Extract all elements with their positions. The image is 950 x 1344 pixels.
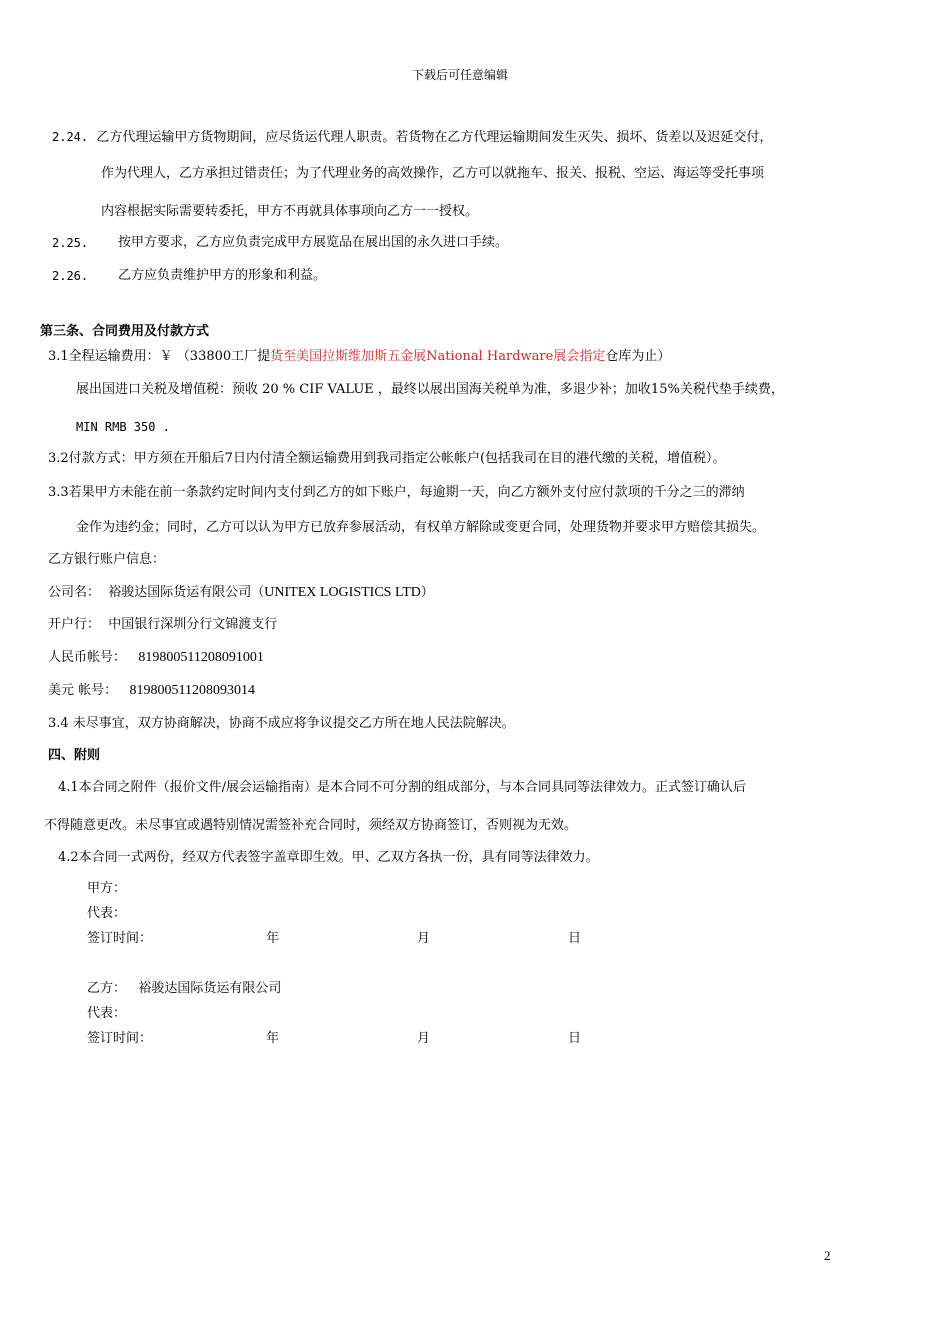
sign-time-label: 签订时间： [87,931,153,946]
party-b-label: 乙方： [87,981,127,996]
clause-3-1-line2: 展出国进口关税及增值税：预收 20 % CIF VALUE ，最终以展出国海关税单为准，多退少补；加收15%关税代垫手续费， [76,382,784,397]
year-label: 年 [266,1031,280,1046]
clause-3-1-line3: MIN RMB 350 . [76,420,170,434]
usd-account-row [48,682,255,700]
clause-3-3: 3.3若果甲方未能在前一条款约定时间内支付到乙方的如下账户，每逾期一天，向乙方额外支付应付款项的千分之三的滞纳 [48,485,745,500]
page-number: 2 [824,1248,831,1263]
clause-text: 按甲方要求，乙方应负责完成甲方展览品在展出国的永久进口手续。 [118,235,509,250]
rmb-label: 人民币帐号： [48,650,127,665]
company-label: 公司名： [48,585,101,600]
party-a-sign-time-row [87,930,687,948]
year-label: 年 [266,931,280,946]
rmb-value: 819800511208091001 [138,650,264,665]
section-3-title: 第三条、合同费用及付款方式 [40,324,210,339]
clause-4-2: 4.2本合同一式两份，经双方代表签字盖章即生效。甲、乙双方各执一份，具有同等法律效力。 [58,850,599,865]
company-close: ） [420,585,434,600]
day-label: 日 [568,931,582,946]
party-b-name: 裕骏达国际货运有限公司 [138,981,282,996]
party-b-rep-label: 代表： [87,1006,127,1021]
party-b-sign-time-row [87,1030,687,1048]
day-label: 日 [568,1031,582,1046]
company-value: 裕骏达国际货运有限公司（ [108,585,265,600]
rmb-account-row [48,649,264,667]
bank-info-title: 乙方银行账户信息： [48,552,166,567]
company-name-en: UNITEX LOGISTICS LTD [264,585,421,600]
clause-3-1-highlight: 货至美国拉斯维加斯五金展National Hardware展会指定 [270,349,606,364]
clause-3-2: 3.2付款方式：甲方须在开船后7日内付清全额运输费用到我司指定公帐帐户(包括我司在目的港代缴的关税，增值税）。 [48,451,726,466]
clause-number: 2.26. [52,269,89,283]
clause-number: 2.25. [52,236,89,250]
clause-2-24-line2: 作为代理人，乙方承担过错责任；为了代理业务的高效操作，乙方可以就拖车、报关、报税、空运、海运等受托事项 [101,166,765,181]
clause-text-line: 乙方代理运输甲方货物期间，应尽货运代理人职责。若货物在乙方代理运输期间发生灭失、损坏、货差以及迟延交付， [96,130,773,145]
clause-number: 2.24. [52,130,89,144]
clause-text: 乙方应负责维护甲方的形象和利益。 [118,268,327,283]
clause-2-26 [52,267,327,286]
usd-label: 美元 帐号： [48,683,118,698]
clause-3-1-suffix: 仓库为止） [605,349,671,364]
clause-2-25 [52,234,509,253]
clause-4-1-line2: 不得随意更改。未尽事宜或遇特别情况需签补充合同时，须经双方协商签订，否则视为无效。 [44,818,578,833]
clause-4-1: 4.1本合同之附件（报价文件/展会运输指南）是本合同不可分割的组成部分，与本合同具同等法律效力。正式签订确认后 [58,780,747,795]
sign-time-label: 签订时间： [87,1031,153,1046]
clause-2-24 [52,128,772,147]
bank-value: 中国银行深圳分行文锦渡支行 [108,617,278,632]
page-header: 下载后可任意编辑 [411,68,508,82]
party-b-row [87,980,281,998]
usd-value: 819800511208093014 [129,683,256,698]
section-4-title: 四、附则 [48,748,101,763]
month-label: 月 [417,931,431,946]
bank-label: 开户行： [48,617,101,632]
month-label: 月 [417,1031,431,1046]
clause-3-4: 3.4 未尽事宜，双方协商解决，协商不成应将争议提交乙方所在地人民法院解决。 [48,716,515,731]
bank-branch-row [48,616,277,634]
party-a-rep-label: 代表： [87,906,127,921]
clause-3-3-line2: 金作为违约金；同时，乙方可以认为甲方已放弃参展活动，有权单方解除或变更合同，处理货物并要求甲方赔偿其损失。 [76,520,766,535]
clause-3-1-prefix: 3.1全程运输费用：￥ （33800工厂提 [48,349,271,364]
clause-3-1 [48,348,670,366]
party-a-label: 甲方： [87,881,127,896]
clause-2-24-line3: 内容根据实际需要转委托，甲方不再就具体事项向乙方一一授权。 [101,204,479,219]
bank-company-row [48,584,434,602]
